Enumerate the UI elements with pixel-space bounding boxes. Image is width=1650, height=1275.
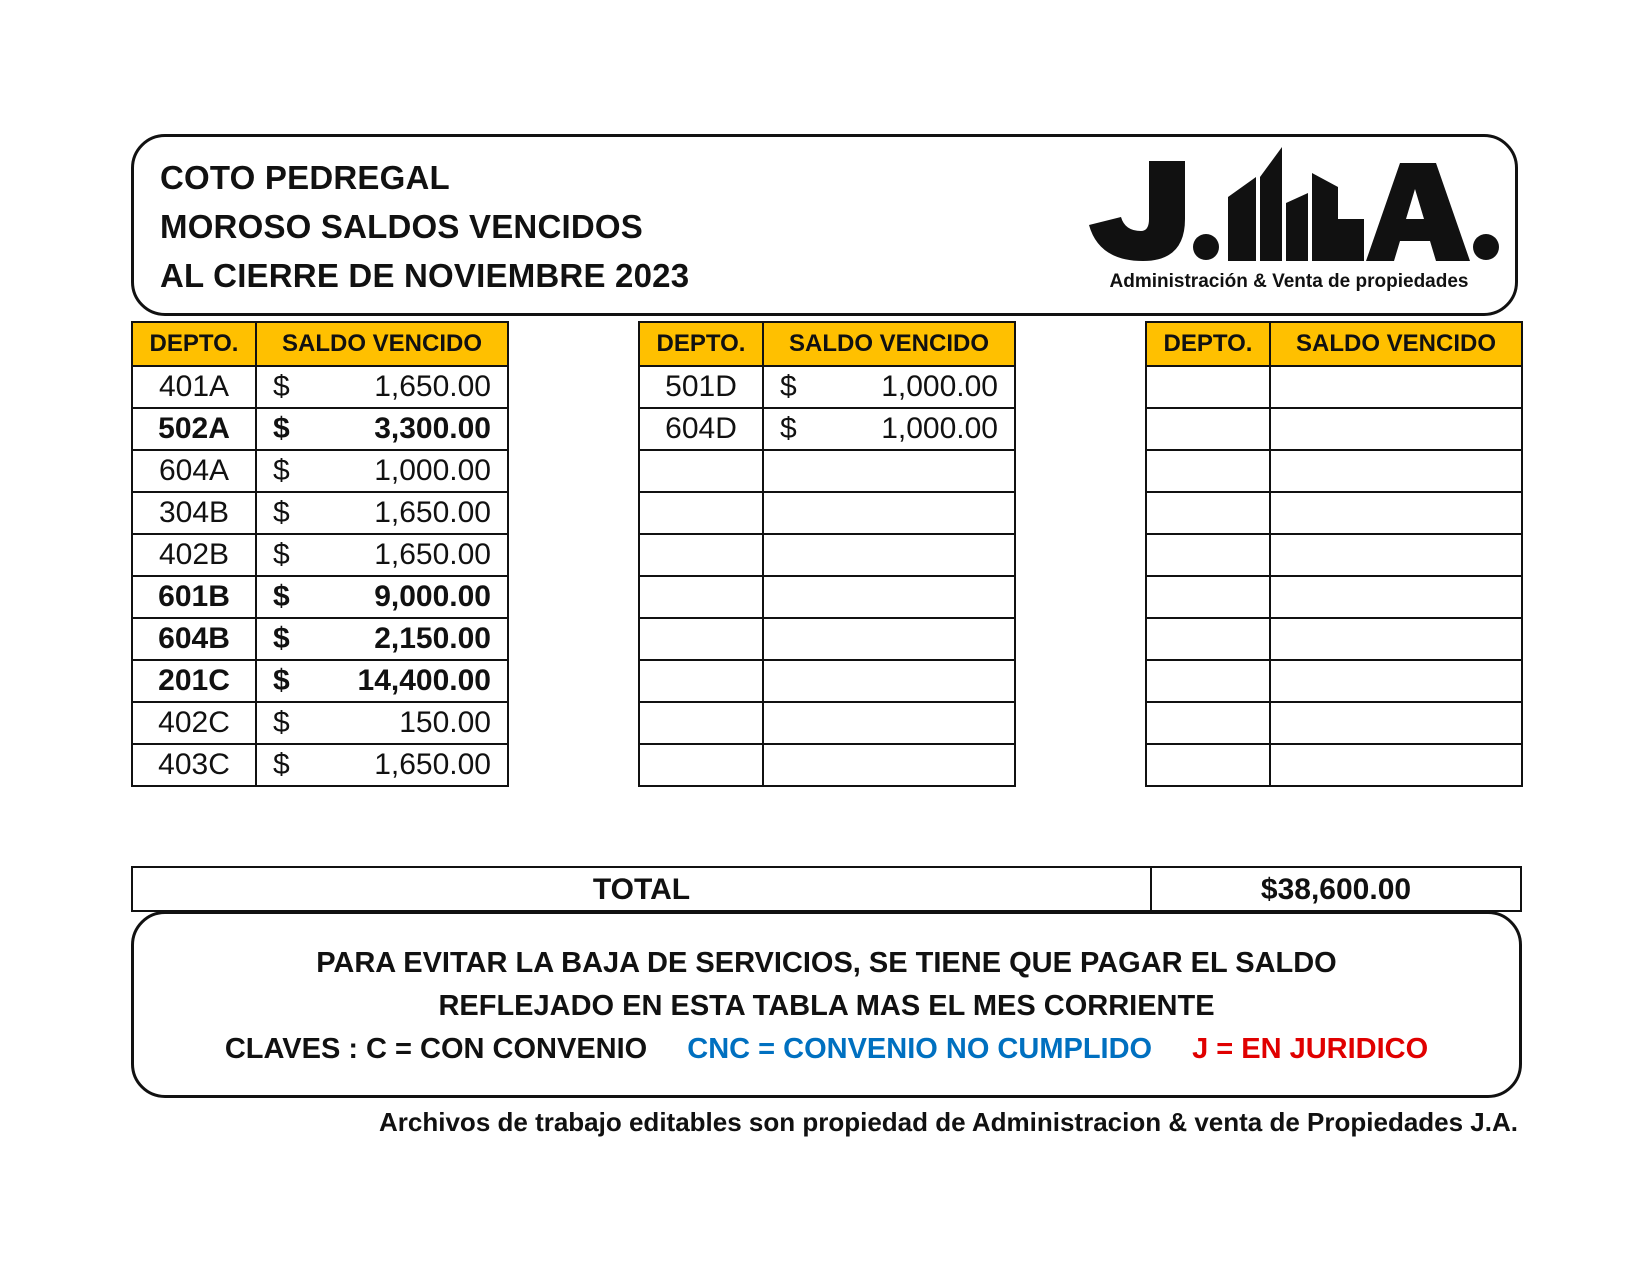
- depto-cell: 402B: [132, 534, 256, 576]
- table-row: [132, 408, 508, 450]
- currency-symbol: $: [273, 370, 290, 403]
- notice-line-2: REFLEJADO EN ESTA TABLA MAS EL MES CORRIENTE: [438, 990, 1215, 1022]
- currency-symbol: $: [273, 580, 290, 613]
- company-logo: [1054, 139, 1524, 315]
- amount-cell: [1270, 534, 1522, 576]
- amount-cell: [256, 702, 508, 744]
- depto-cell: 501D: [639, 366, 763, 408]
- amount-cell: [763, 534, 1015, 576]
- amount-cell: [763, 450, 1015, 492]
- saldo-header: SALDO VENCIDO: [256, 322, 508, 366]
- table-row: [639, 408, 1015, 450]
- debt-table-2: [638, 321, 1016, 787]
- logo-mark: [1054, 139, 1524, 269]
- amount-cell: [256, 576, 508, 618]
- amount-cell: [256, 450, 508, 492]
- total-row: [131, 866, 1522, 912]
- depto-cell: [1146, 408, 1270, 450]
- currency-symbol: $: [780, 370, 797, 403]
- saldo-header: SALDO VENCIDO: [1270, 322, 1522, 366]
- table-row: [132, 576, 508, 618]
- depto-header: DEPTO.: [1146, 322, 1270, 366]
- amount-cell: [1270, 366, 1522, 408]
- amount-value: 1,000.00: [374, 454, 491, 487]
- depto-cell: [1146, 702, 1270, 744]
- amount-cell: [256, 744, 508, 786]
- depto-cell: 604B: [132, 618, 256, 660]
- table-row: [1146, 744, 1522, 786]
- table-row: [1146, 492, 1522, 534]
- debt-table-1-body: [132, 366, 508, 786]
- amount-value: 1,650.00: [374, 370, 491, 403]
- table-row: [132, 744, 508, 786]
- depto-cell: [1146, 744, 1270, 786]
- table-row: [639, 702, 1015, 744]
- amount-cell: [763, 702, 1015, 744]
- amount-cell: [763, 366, 1015, 408]
- amount-value: 1,000.00: [881, 412, 998, 445]
- amount-cell: [256, 534, 508, 576]
- depto-cell: [1146, 660, 1270, 702]
- amount-cell: [256, 618, 508, 660]
- table-row: [132, 618, 508, 660]
- table-row: [132, 366, 508, 408]
- amount-cell: [1270, 450, 1522, 492]
- amount-cell: [256, 492, 508, 534]
- table-row: [639, 618, 1015, 660]
- amount-cell: [256, 660, 508, 702]
- currency-symbol: $: [273, 664, 290, 697]
- title-block: [160, 153, 689, 300]
- amount-cell: [1270, 576, 1522, 618]
- currency-symbol: $: [273, 622, 290, 655]
- amount-cell: [763, 744, 1015, 786]
- depto-header: DEPTO.: [132, 322, 256, 366]
- depto-cell: [1146, 366, 1270, 408]
- depto-cell: [639, 660, 763, 702]
- depto-cell: 402C: [132, 702, 256, 744]
- title-line-2: MOROSO SALDOS VENCIDOS: [160, 208, 643, 245]
- depto-cell: 604A: [132, 450, 256, 492]
- table-row: [1146, 660, 1522, 702]
- amount-value: 1,650.00: [374, 496, 491, 529]
- notice-box: [131, 911, 1522, 1098]
- debt-table-1: [131, 321, 509, 787]
- claves-legend: [134, 1028, 1519, 1071]
- debt-table-3: [1145, 321, 1523, 787]
- debt-table-3-body: [1146, 366, 1522, 786]
- clave-convenio: CLAVES : C = CON CONVENIO: [224, 1033, 648, 1065]
- table-row: [132, 702, 508, 744]
- currency-symbol: $: [273, 412, 290, 445]
- depto-cell: [639, 702, 763, 744]
- notice-line-1: PARA EVITAR LA BAJA DE SERVICIOS, SE TIENE QUE PAGAR EL SALDO: [316, 947, 1337, 979]
- logo-tagline: Administración & Venta de propiedades: [1109, 271, 1469, 292]
- amount-cell: [763, 492, 1015, 534]
- currency-symbol: $: [273, 748, 290, 781]
- table-row: [1146, 702, 1522, 744]
- title-line-3: AL CIERRE DE NOVIEMBRE 2023: [160, 257, 690, 294]
- table-row: [1146, 576, 1522, 618]
- title-line-1: COTO PEDREGAL: [160, 159, 450, 196]
- depto-cell: 601B: [132, 576, 256, 618]
- amount-cell: [763, 576, 1015, 618]
- depto-cell: [639, 576, 763, 618]
- clave-juridico: J = EN JURIDICO: [1192, 1033, 1429, 1065]
- currency-symbol: $: [273, 496, 290, 529]
- amount-cell: [256, 408, 508, 450]
- saldo-header: SALDO VENCIDO: [763, 322, 1015, 366]
- depto-cell: [1146, 576, 1270, 618]
- total-value: $38,600.00: [1260, 873, 1412, 906]
- depto-cell: 304B: [132, 492, 256, 534]
- depto-cell: [1146, 492, 1270, 534]
- table-row: [1146, 408, 1522, 450]
- amount-cell: [1270, 408, 1522, 450]
- footer-note: Archivos de trabajo editables son propiedad de Administracion & venta de Propiedades J.A.: [379, 1107, 1518, 1137]
- depto-cell: [639, 450, 763, 492]
- amount-value: 150.00: [399, 706, 491, 739]
- table-row: [639, 744, 1015, 786]
- amount-value: 1,650.00: [374, 538, 491, 571]
- depto-cell: [1146, 534, 1270, 576]
- amount-value: 1,000.00: [881, 370, 998, 403]
- depto-cell: [639, 744, 763, 786]
- amount-cell: [1270, 492, 1522, 534]
- currency-symbol: $: [273, 706, 290, 739]
- total-label: TOTAL: [133, 868, 1152, 910]
- clave-convenio-no-cumplido: CNC = CONVENIO NO CUMPLIDO: [687, 1033, 1153, 1065]
- amount-value: 2,150.00: [374, 622, 491, 655]
- table-row: [132, 660, 508, 702]
- table-row: [639, 576, 1015, 618]
- table-row: [132, 450, 508, 492]
- depto-cell: [1146, 618, 1270, 660]
- amount-value: 14,400.00: [357, 664, 491, 697]
- table-row: [639, 366, 1015, 408]
- table-row: [1146, 450, 1522, 492]
- table-row: [639, 450, 1015, 492]
- currency-symbol: $: [273, 538, 290, 571]
- depto-cell: [639, 534, 763, 576]
- currency-symbol: $: [780, 412, 797, 445]
- table-row: [639, 660, 1015, 702]
- depto-cell: 604D: [639, 408, 763, 450]
- currency-symbol: $: [273, 454, 290, 487]
- table-row: [132, 492, 508, 534]
- depto-cell: [1146, 450, 1270, 492]
- amount-cell: [763, 660, 1015, 702]
- depto-cell: [639, 618, 763, 660]
- header-box: [131, 134, 1518, 316]
- amount-cell: [763, 618, 1015, 660]
- table-row: [132, 534, 508, 576]
- depto-cell: [639, 492, 763, 534]
- table-row: [1146, 534, 1522, 576]
- depto-cell: 502A: [132, 408, 256, 450]
- table-row: [639, 492, 1015, 534]
- debt-table-2-body: [639, 366, 1015, 786]
- amount-cell: [1270, 618, 1522, 660]
- amount-value: 9,000.00: [374, 580, 491, 613]
- table-row: [1146, 366, 1522, 408]
- depto-cell: 403C: [132, 744, 256, 786]
- amount-value: 3,300.00: [374, 412, 491, 445]
- amount-cell: [1270, 702, 1522, 744]
- depto-cell: 401A: [132, 366, 256, 408]
- depto-cell: 201C: [132, 660, 256, 702]
- amount-cell: [763, 408, 1015, 450]
- amount-cell: [1270, 744, 1522, 786]
- table-row: [1146, 618, 1522, 660]
- amount-cell: [1270, 660, 1522, 702]
- depto-header: DEPTO.: [639, 322, 763, 366]
- table-row: [639, 534, 1015, 576]
- amount-value: 1,650.00: [374, 748, 491, 781]
- amount-cell: [256, 366, 508, 408]
